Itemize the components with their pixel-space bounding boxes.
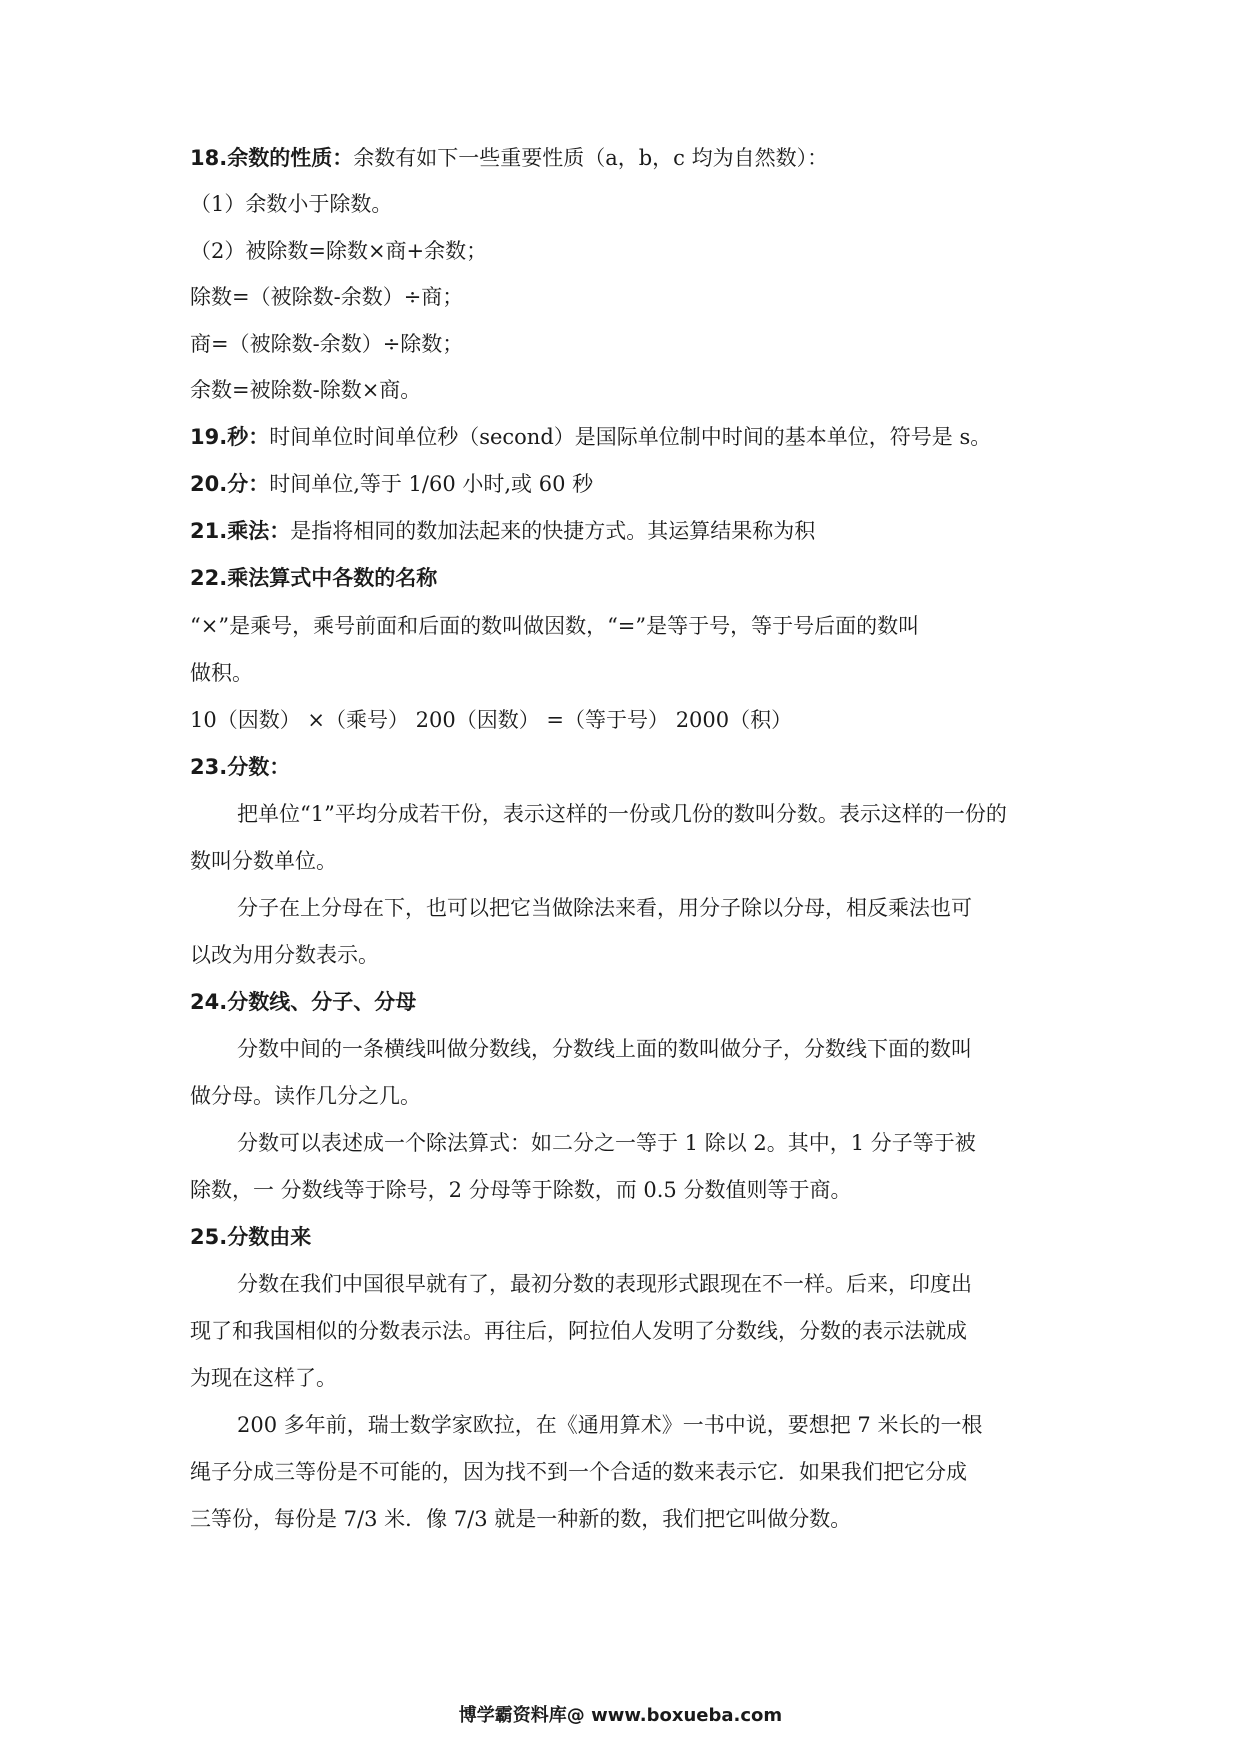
s25-p1-line-1: 分数在我们中国很早就有了，最初分数的表现形式跟现在不一样。后来，印度出	[237, 1272, 972, 1296]
s22-line-1: “×”是乘号，乘号前面和后面的数叫做因数，“=”是等于号，等于号后面的数叫	[190, 614, 920, 638]
s18-formula-divisor: 除数=（被除数-余数）÷商；	[190, 285, 464, 309]
footer-watermark: 博学霸资料库@ www.boxueba.com	[458, 1705, 783, 1726]
s24-p1-line-2: 做分母。读作几分之几。	[190, 1084, 421, 1108]
s22-title: 22.乘法算式中各数的名称	[190, 566, 438, 590]
s25-p2-line-3: 三等份，每份是 7/3 米．像 7/3 就是一种新的数，我们把它叫做分数。	[190, 1507, 852, 1531]
s22-example: 10（因数） ×（乘号） 200（因数） =（等于号） 2000（积）	[190, 708, 793, 732]
s19-text: 时间单位时间单位秒（second）是国际单位制中时间的基本单位，符号是 s。	[269, 425, 992, 449]
s21-line	[190, 517, 815, 545]
s20-title: 20.分：	[190, 472, 270, 496]
s25-p1-line-3: 为现在这样了。	[190, 1366, 337, 1390]
s18-formula-quotient: 商=（被除数-余数）÷除数；	[190, 332, 464, 356]
s20-line	[190, 470, 593, 498]
s18-title: 18.余数的性质：	[190, 146, 354, 170]
s23-p2-line-1: 分子在上分母在下，也可以把它当做除法来看，用分子除以分母，相反乘法也可	[237, 896, 972, 920]
s19-line	[190, 423, 991, 451]
s25-p2-line-2: 绳子分成三等份是不可能的，因为找不到一个合适的数来表示它．如果我们把它分成	[190, 1460, 967, 1484]
s18-intro: 余数有如下一些重要性质（a，b，c 均为自然数）：	[353, 146, 829, 170]
s23-p1-line-2: 数叫分数单位。	[190, 849, 337, 873]
s23-title: 23.分数：	[190, 755, 291, 779]
s25-p1-line-2: 现了和我国相似的分数表示法。再往后，阿拉伯人发明了分数线，分数的表示法就成	[190, 1319, 967, 1343]
s19-title: 19.秒：	[190, 425, 270, 449]
s18-prop-1: （1）余数小于除数。	[190, 192, 393, 216]
s21-text: 是指将相同的数加法起来的快捷方式。其运算结果称为积	[290, 519, 816, 543]
s24-p2-line-2: 除数，一 分数线等于除号，2 分母等于除数，而 0.5 分数值则等于商。	[190, 1178, 852, 1202]
s24-title: 24.分数线、分子、分母	[190, 990, 417, 1014]
s24-p2-line-1: 分数可以表述成一个除法算式：如二分之一等于 1 除以 2。其中，1 分子等于被	[237, 1131, 976, 1155]
s23-p2-line-2: 以改为用分数表示。	[190, 943, 379, 967]
s25-p2-line-1: 200 多年前，瑞士数学家欧拉，在《通用算术》一书中说，要想把 7 米长的一根	[237, 1413, 983, 1437]
s18-formula-remainder: 余数=被除数-除数×商。	[190, 378, 422, 402]
s21-title: 21.乘法：	[190, 519, 291, 543]
s18-heading-line	[190, 144, 828, 172]
s22-line-2: 做积。	[190, 661, 253, 685]
s24-p1-line-1: 分数中间的一条横线叫做分数线，分数线上面的数叫做分子，分数线下面的数叫	[237, 1037, 972, 1061]
s25-title: 25.分数由来	[190, 1225, 312, 1249]
s20-text: 时间单位,等于 1/60 小时,或 60 秒	[269, 472, 594, 496]
s18-prop-2: （2）被除数=除数×商+余数；	[190, 239, 488, 263]
s23-p1-line-1: 把单位“1”平均分成若干份，表示这样的一份或几份的数叫分数。表示这样的一份的	[237, 802, 1007, 826]
